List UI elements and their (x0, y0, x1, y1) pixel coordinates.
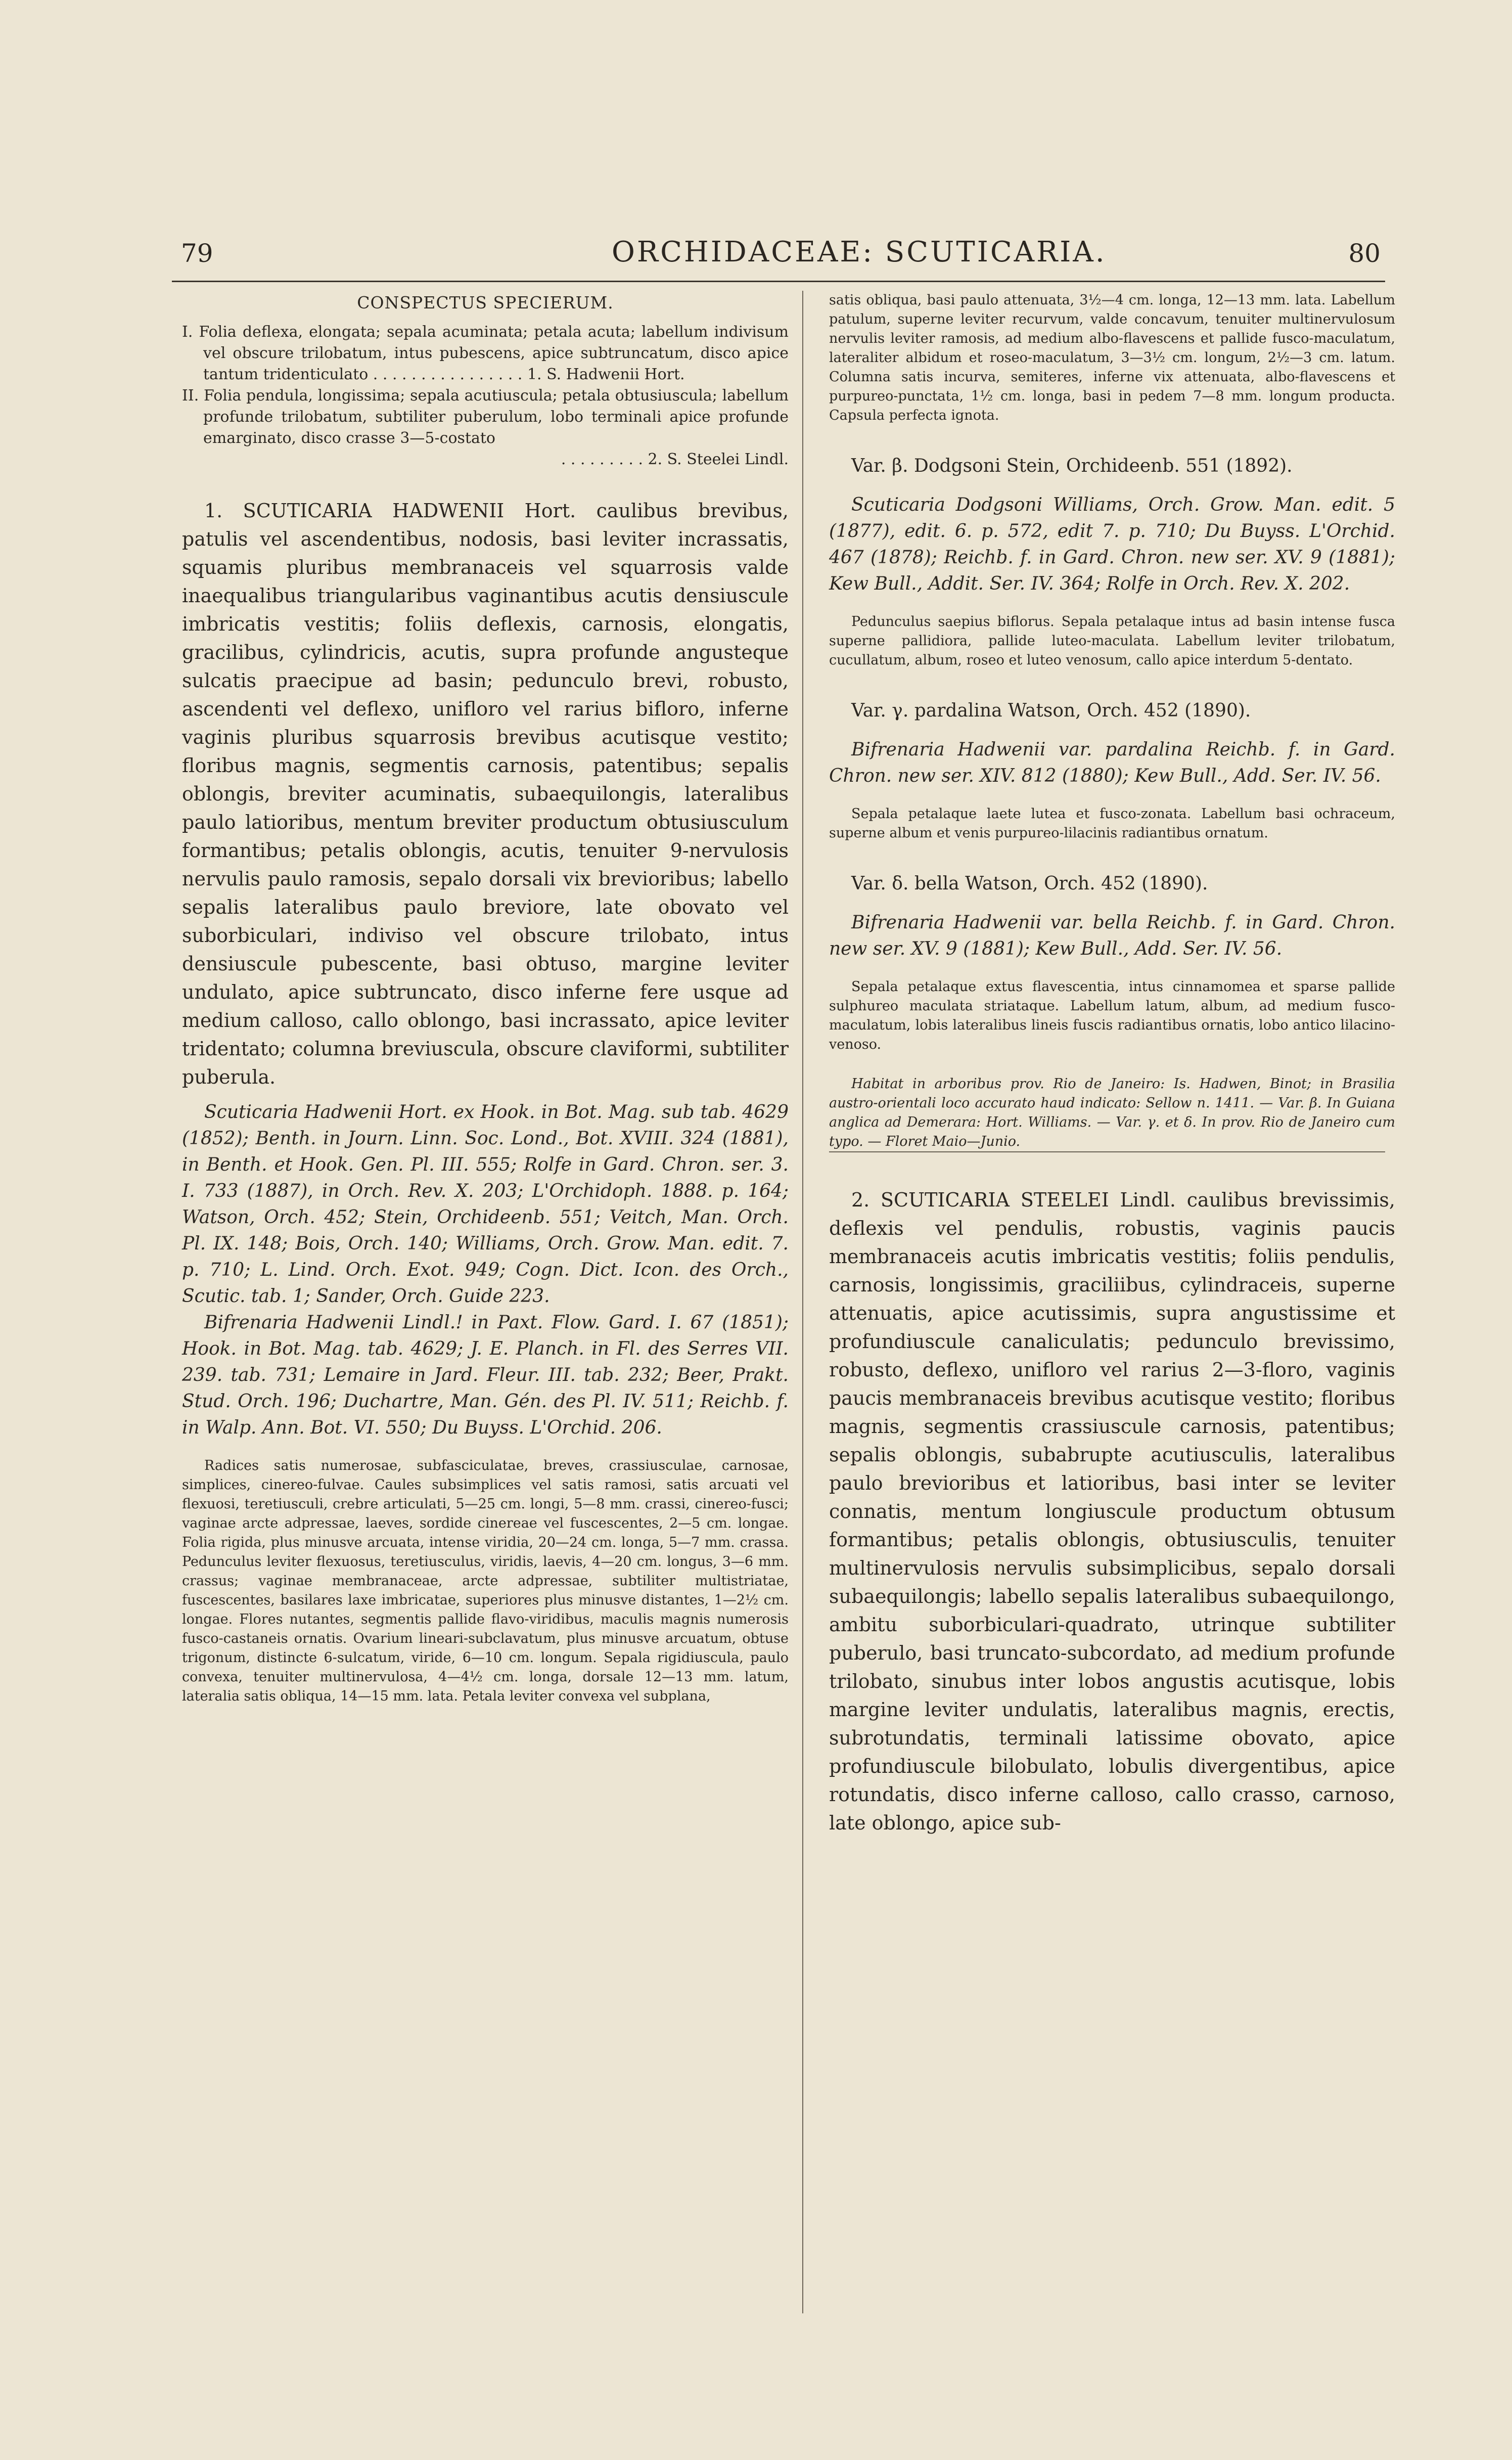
species-1-description (182, 497, 789, 1091)
variety-gamma-details: Sepala petalaque laete lutea et fusco-zonata. Labellum basi ochraceum, superne album et venis purpureo-lilacinis radiantibus ornatum. (829, 806, 1395, 841)
column-separator (802, 291, 803, 2313)
species-1-synonymy-1: Scuticaria Hadwenii Hort. ex Hook. in Bot. Mag. sub tab. 4629 (1852); Benth. in Journ. Linn. Soc. Lond., Bot. XVIII. 324 (1881), in Benth. et Hook. Gen. Pl. III. 555; Rolfe in Gard. Chron. ser. 3. I. 733 (1887), in Orch. Rev. X. 203; L'Orchidoph. 1888. p. 164; Watson, Orch. 452; Stein, Orchideenb. 551; Veitch, Man. Orch. Pl. IX. 148; Bois, Orch. 140; Williams, Orch. Grow. Man. edit. 7. p. 710; L. Lind. Orch. Exot. 949; Cogn. Dict. Icon. des Orch., Scutic. tab. 1; Sander, Orch. Guide 223. (182, 1102, 789, 1307)
key-entry-1: I. Folia deflexa, elongata; sepala acuminata; petala acuta; labellum indivisum vel obscure trilobatum, intus pubescens, apice subtruncatum, disco apice tantum tridenticulato . . . . . . . . . . . . . . . . 1. S. Hadwenii Hort. (182, 323, 789, 383)
species-1-heading: 1. SCUTICARIA HADWENII Hort. (204, 500, 576, 522)
running-title: ORCHIDACEAE: SCUTICARIA. (612, 236, 1107, 269)
habitat-note: Habitat in arboribus prov. Rio de Janeiro: Is. Hadwen, Binot; in Brasilia austro-orientali loco accurato haud indicato: Sellow n. 1411. — Var. β. In Guiana anglica ad Demerara: Hort. Williams. — Var. γ. et δ. In prov. Rio de Janeiro cum typo. — Floret Maio—Junio. (829, 1076, 1395, 1149)
species-1-details: Radices satis numerosae, subfasciculatae, breves, crassiusculae, carnosae, simplices, cinereo-fulvae. Caules subsimplices vel satis ramosi, satis arcuati vel flexuosi, teretiusculi, crebre articulati, 5—25 cm. longi, 5—8 mm. crassi, cinereo-fusci; vaginae arcte adpressae, laeves, sordide cinereae vel fuscescentes, 2—5 cm. longae. Folia rigida, plus minusve arcuata, intense viridia, 20—24 cm. longa, 5—7 mm. crassa. Pedunculus leviter flexuosus, teretiusculus, viridis, laevis, 4—20 cm. longus, 3—6 mm. crassus; vaginae membranaceae, arcte adpressae, subtiliter multistriatae, fuscescentes, basilares laxe imbricatae, superiores plus minusve distantes, 1—2½ cm. longae. Flores nutantes, segmentis pallide flavo-viridibus, maculis magnis numerosis fusco-castaneis ornatis. Ovarium lineari-subclavatum, plus minusve arcuatum, obtuse trigonum, distincte 6-sulcatum, viride, 6—10 cm. longum. Sepala rigidiuscula, paulo convexa, tenuiter multinervulosa, 4—4½ cm. longa, dorsale 12—13 mm. latum, lateralia satis obliqua, 14—15 mm. lata. Petala leviter convexa vel subplana, (182, 1458, 789, 1704)
right-column (829, 291, 1395, 1837)
species-2-heading: 2. SCUTICARIA STEELEI Lindl. (851, 1189, 1176, 1211)
species-2-text: caulibus brevissimis, deflexis vel pendulis, robustis, vaginis paucis membranaceis acutis imbricatis vestitis; foliis pendulis, carnosis, longissimis, graciliibus, cylindraceis, superne attenuatis, apice acutissimis, supra angustissime et profundiuscule canaliculatis; pedunculo brevissimo, robusto, deflexo, unifloro vel rarius 2—3-floro, vaginis paucis membranaceis brevibus acutisque vestito; floribus magnis, segmentis crassiuscule carnosis, patentibus; sepalis oblongis, subabrupte acutiusculis, lateralibus paulo brevioribus et latioribus, basi inter se leviter connatis, mentum longiuscule productum obtusum formantibus; petalis oblongis, obtusiusculis, tenuiter multinervulosis nervulis subsimplicibus, sepalo dorsali subaequilongis; labello sepalis lateralibus subaequilongo, ambitu suborbiculari-quadrato, utrinque subtiliter puberulo, basi truncato-subcordato, ad medium profunde trilobato, sinubus inter lobos angustis acutisque, lobis margine leviter undulatis, lateralibus magnis, erectis, subrotundatis, terminali latissime obovato, apice profundiuscule bilobulato, lobulis divergentibus, apice rotundatis, disco inferne calloso, callo crasso, carnoso, late oblongo, apice sub- (829, 1189, 1395, 1834)
variety-gamma-synonymy: Bifrenaria Hadwenii var. pardalina Reichb. f. in Gard. Chron. new ser. XIV. 812 (1880); Kew Bull., Add. Ser. IV. 56. (829, 739, 1395, 786)
section-rule (829, 1151, 1385, 1152)
conspectus-title: CONSPECTUS SPECIERUM. (357, 293, 614, 312)
species-1-synonymy-2: Bifrenaria Hadwenii Lindl.! in Paxt. Flow. Gard. I. 67 (1851); Hook. in Bot. Mag. tab. 4629; J. E. Planch. in Fl. des Serres VII. 239. tab. 731; Lemaire in Jard. Fleur. III. tab. 232; Beer, Prakt. Stud. Orch. 196; Duchartre, Man. Gén. des Pl. IV. 511; Reichb. f. in Walp. Ann. Bot. VI. 550; Du Buyss. L'Orchid. 206. (182, 1312, 789, 1438)
variety-delta-heading: Var. δ. bella Watson, Orch. 452 (1890). (851, 873, 1208, 894)
variety-beta-heading: Var. β. Dodgsoni Stein, Orchideenb. 551 (1892). (851, 456, 1293, 476)
left-column (182, 291, 789, 1706)
key-entry-2: II. Folia pendula, longissima; sepala acutiuscula; petala obtusiuscula; labellum profunde trilobatum, subtiliter puberulum, lobo terminali apice profunde emarginato, disco crasse 3—5-costato (182, 387, 789, 447)
header-rule (172, 281, 1385, 282)
species-2-description (829, 1186, 1395, 1837)
page-number-right: 80 (1348, 239, 1381, 268)
variety-beta-synonymy: Scuticaria Dodgsoni Williams, Orch. Grow. Man. edit. 5 (1877), edit. 6. p. 572, edit 7. p. 710; Du Buyss. L'Orchid. 467 (1878); Reichb. f. in Gard. Chron. new ser. XV. 9 (1881); Kew Bull., Addit. Ser. IV. 364; Rolfe in Orch. Rev. X. 202. (829, 495, 1395, 594)
variety-beta-details: Pedunculus saepius biflorus. Sepala petalaque intus ad basin intense fusca superne pallidiora, pallide luteo-maculata. Labellum leviter trilobatum, cucullatum, album, roseo et luteo venosum, callo apice interdum 5-dentato. (829, 614, 1395, 668)
page-number-left: 79 (181, 239, 213, 268)
key-entry-2-end: . . . . . . . . . 2. S. Steelei Lindl. (561, 451, 789, 468)
variety-gamma-heading: Var. γ. pardalina Watson, Orch. 452 (1890). (851, 700, 1251, 721)
species-1-text: caulibus brevibus, patulis vel ascendentibus, nodosis, basi leviter incrassatis, squamis pluribus membranaceis vel squarrosis valde inaequalibus triangularibus vaginantibus acutis densiuscule imbricatis vestitis; foliis deflexis, carnosis, elongatis, gracilibus, cylindricis, acutis, supra profunde angusteque sulcatis praecipue ad basin; pedunculo brevi, robusto, ascendenti vel deflexo, unifloro vel rarius bifloro, inferne vaginis pluribus squarrosis brevibus acutisque vestito; floribus magnis, segmentis carnosis, patentibus; sepalis oblongis, breviter acuminatis, subaequilongis, lateralibus paulo latioribus, mentum breviter productum obtusiusculum formantibus; petalis oblongis, acutis, tenuiter 9-nervulosis nervulis paulo ramosis, sepalo dorsali vix brevioribus; labello sepalis lateralibus paulo breviore, late obovato vel suborbiculari, indiviso vel obscure trilobato, intus densiuscule pubescente, basi obtuso, margine leviter undulato, apice subtruncato, disco inferne fere usque ad medium calloso, callo oblongo, basi incrassato, apice leviter tridentato; columna breviuscula, obscure claviformi, subtiliter puberula. (182, 500, 789, 1088)
variety-delta-synonymy: Bifrenaria Hadwenii var. bella Reichb. f. in Gard. Chron. new ser. XV. 9 (1881); Kew Bull., Add. Ser. IV. 56. (829, 912, 1395, 959)
variety-delta-details: Sepala petalaque extus flavescentia, intus cinnamomea et sparse pallide sulphureo maculata striataque. Labellum latum, album, ad medium fusco-maculatum, lobis lateralibus lineis fuscis radiantibus ornatis, lobo antico lilacino-venoso. (829, 979, 1395, 1052)
species-1-details-continued: satis obliqua, basi paulo attenuata, 3½—4 cm. longa, 12—13 mm. lata. Labellum patulum, superne leviter recurvum, valde concavum, tenuiter multinervulosum nervulis leviter ramosis, ad medium albo-flavescens et pallide fusco-maculatum, lateraliter albidum et roseo-maculatum, 3—3½ cm. longum, 2½—3 cm. latum. Columna satis incurva, semiteres, inferne vix attenuata, albo-flavescens et purpureo-punctata, 1½ cm. longa, basi in pedem 7—8 mm. longum producta. Capsula perfecta ignota. (829, 292, 1395, 423)
